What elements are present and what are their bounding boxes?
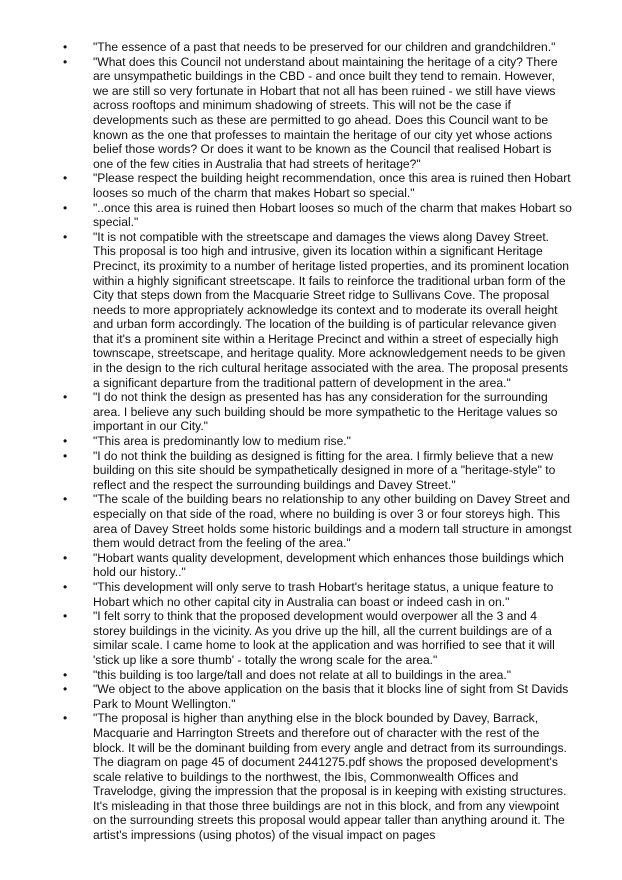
comment-list <box>0 40 622 843</box>
comment-text: "Hobart wants quality development, development which enhances those buildings which hold our history.." <box>93 550 564 580</box>
list-item <box>0 449 622 493</box>
bullet-icon: • <box>63 229 68 244</box>
bullet-icon: • <box>63 682 68 697</box>
bullet-icon: • <box>63 434 68 449</box>
comment-text: "The proposal is higher than anything else in the block bounded by Davey, Barrack, Macquarie and Harrington Streets and therefore out of character with the rest of the block. It will be the dominant building from every angle and detract from its surroundings. The diagram on page 45 of document 2441275.pdf shows the proposed development's scale relative to buildings to the northwest, the Ibis, Commonwealth Offices and Travelodge, giving the impression that the proposal is in keeping with existing structures. It's misleading in that those three buildings are not in this block, and from any viewpoint on the surrounding streets this proposal would appear taller than anything around it. The artist's impressions (using photos) of the visual impact on pages <box>93 711 567 843</box>
comment-text: "..once this area is ruined then Hobart looses so much of the charm that makes Hobart so special." <box>93 200 572 230</box>
list-item <box>0 492 622 550</box>
list-item <box>0 609 622 667</box>
list-item <box>0 230 622 391</box>
list-item <box>0 171 622 200</box>
bullet-icon: • <box>63 40 68 54</box>
comment-text: "We object to the above application on the basis that it blocks line of sight from St Davids Park to Mount Wellington." <box>93 682 569 711</box>
list-item <box>0 55 622 172</box>
bullet-icon: • <box>63 711 68 726</box>
comment-text: "The essence of a past that needs to be preserved for our children and grandchildren." <box>93 40 556 54</box>
comment-text: "It is not compatible with the streetscape and damages the views along Davey Street. This proposal is too high and intrusive, given its location within a significant Heritage Precinct, its proximity to a number of heritage listed properties, and its prominent location within a highly significant streetscape. It fails to reinforce the traditional urban form of the City that steps down from the Macquarie Street ridge to Sullivans Cove. The proposal needs to more appropriately acknowledge its context and to moderate its overall height and urban form accordingly. The location of the building is of particular relevance given that it's a prominent site within a Heritage Precinct and within a street of especially high townscape, streetscape, and heritage quality. More acknowledgement needs to be given in the design to the rich cultural heritage associated with the area. The proposal presents a significant departure from the traditional pattern of development in the area." <box>93 229 569 390</box>
list-item <box>0 390 622 434</box>
list-item <box>0 551 622 580</box>
comment-text: "The scale of the building bears no relationship to any other building on Davey Street and especially on that side of the road, where no building is over 3 or four storeys high. This area of Davey Street holds some historic buildings and a modern tall structure in amongst them would detract from the feeling of the area." <box>93 492 572 551</box>
comment-text: "I do not think the building as designed is fitting for the area. I firmly believe that a new building on this site should be sympathetically designed in more of a "heritage-style" to reflect and the respect the surrounding buildings and Davey Street." <box>93 448 556 492</box>
list-item <box>0 580 622 609</box>
list-item <box>0 668 622 683</box>
comment-text: "Please respect the building height recommendation, once this area is ruined then Hobart looses so much of the charm that makes Hobart so special." <box>93 171 571 200</box>
document-page <box>0 40 622 843</box>
list-item <box>0 711 622 842</box>
comment-text: "This area is predominantly low to medium rise." <box>93 434 351 449</box>
comment-text: "I do not think the design as presented has has any consideration for the surrounding area. I believe any such building should be more sympathetic to the Heritage values so important in our City." <box>93 390 558 434</box>
comment-text: "This development will only serve to trash Hobart's heritage status, a unique feature to Hobart which no other capital city in Australia can boast or indeed cash in on." <box>93 579 554 609</box>
bullet-icon: • <box>63 448 68 463</box>
bullet-icon: • <box>63 200 68 215</box>
bullet-icon: • <box>63 492 68 507</box>
list-item <box>0 201 622 230</box>
bullet-icon: • <box>63 579 68 594</box>
list-item <box>0 434 622 449</box>
bullet-icon: • <box>63 54 68 69</box>
bullet-icon: • <box>63 667 68 682</box>
bullet-icon: • <box>63 550 68 565</box>
comment-text: "I felt sorry to think that the proposed development would overpower all the 3 and 4 storey buildings in the vicinity. As you drive up the hill, all the current buildings are of a similar scale. I came home to look at the application and was horrified to see that it will 'stick up like a sore thumb' - totally the wrong scale for the area." <box>93 609 555 667</box>
list-item <box>0 40 622 55</box>
comment-text: "this building is too large/tall and does not relate at all to buildings in the area." <box>93 667 512 682</box>
comment-text: "What does this Council not understand about maintaining the heritage of a city? There are unsympathetic buildings in the CBD - and once built they tend to remain. However, we are still so very fortunate in Hobart that not all has been ruined - we still have views across rooftops and minimum shadowing of streets. This will not be the case if developments such as these are permitted to go ahead. Does this Council want to be known as the one that professes to maintain the heritage of our city yet whose actions belief those words? Or does it want to be known as the Council that realised Hobart is one of the few cities in Australia that had streets of heritage?" <box>93 54 558 171</box>
list-item <box>0 682 622 711</box>
bullet-icon: • <box>63 171 68 186</box>
bullet-icon: • <box>63 390 68 405</box>
bullet-icon: • <box>63 609 68 624</box>
